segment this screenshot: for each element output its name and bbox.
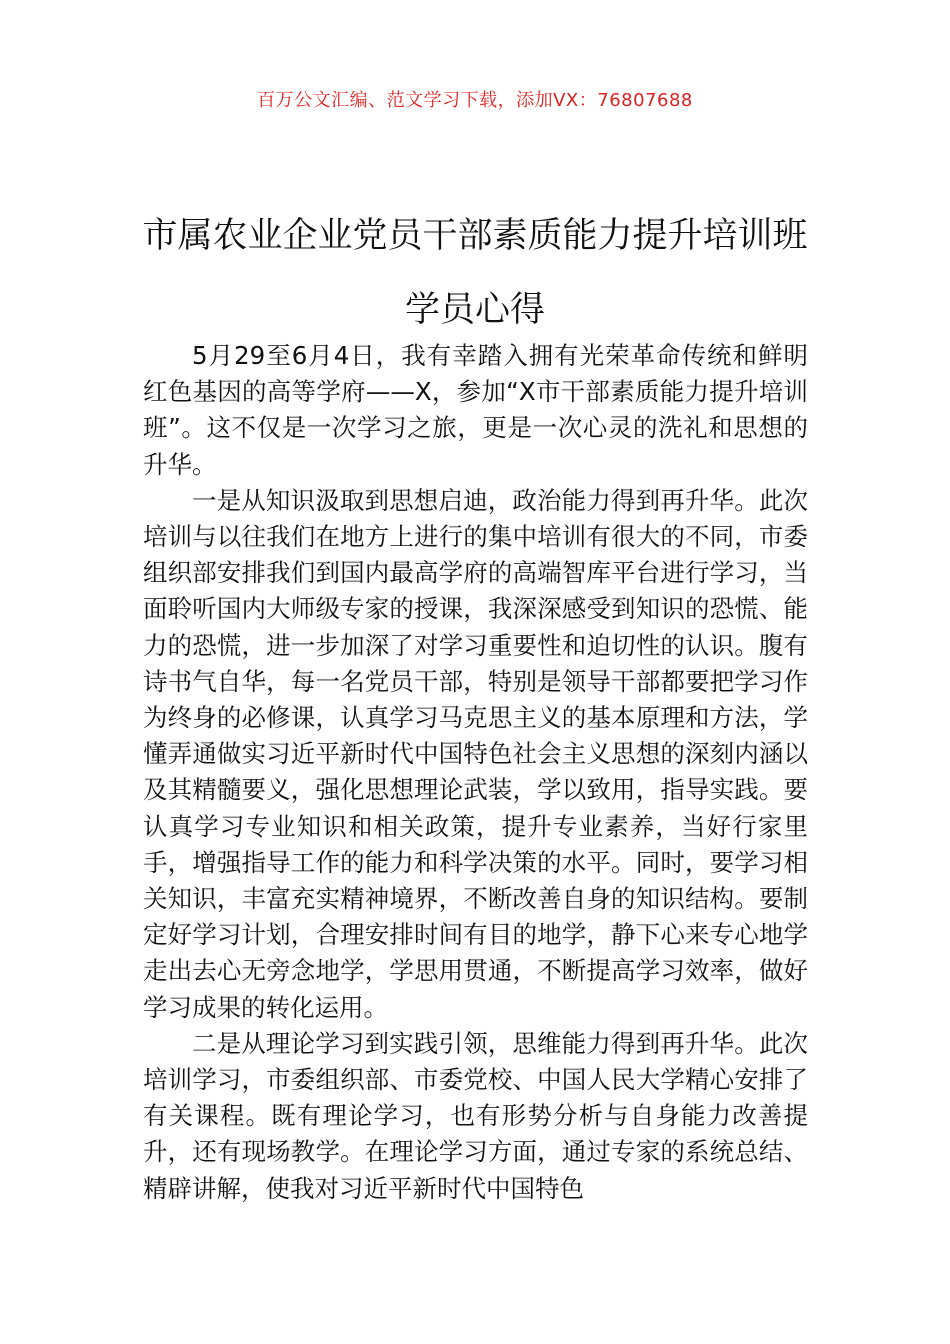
paragraph-intro: 5月29至6月4日，我有幸踏入拥有光荣革命传统和鲜明红色基因的高等学府——X，参加“X市干部素质能力提升培训班”。这不仅是一次学习之旅，更是一次心灵的洗礼和思想的升华。 [143,341,808,479]
watermark-header-note: 百万公文汇编、范文学习下载，添加VX：76807688 [257,90,693,111]
paragraph-point-one: 一是从知识汲取到思想启迪，政治能力得到再升华。此次培训与以往我们在地方上进行的集中培训有很大的不同，市委组织部安排我们到国内最高学府的高端智库平台进行学习，当面聆听国内大师级专家的授课，我深深感受到知识的恐慌、能力的恐慌，进一步加深了对学习重要性和迫切性的认识。腹有诗书气自华，每一名党员干部，特别是领导干部都要把学习作为终身的必修课，认真学习马克思主义的基本原理和方法，学懂弄通做实习近平新时代中国特色社会主义思想的深刻内涵以及其精髓要义，强化思想理论武装，学以致用，指导实践。要认真学习专业知识和相关政策，提升专业素养，当好行家里手，增强指导工作的能力和科学决策的水平。同时，要学习相关知识，丰富充实精神境界，不断改善自身的知识结构。要制定好学习计划，合理安排时间有目的地学，静下心来专心地学走出去心无旁念地学，学思用贯通，不断提高学习效率，做好学习成果的转化运用。 [143,485,808,1022]
paragraph-point-two: 二是从理论学习到实践引领，思维能力得到再升华。此次培训学习，市委组织部、市委党校、中国人民大学精心安排了有关课程。既有理论学习，也有形势分析与自身能力改善提升，还有现场教学。在理论学习方面，通过专家的系统总结、精辟讲解，使我对习近平新时代中国特色 [143,1028,808,1203]
page-title: 市属农业企业党员干部素质能力提升培训班学员心得 [142,216,808,331]
document-body [143,338,808,1207]
